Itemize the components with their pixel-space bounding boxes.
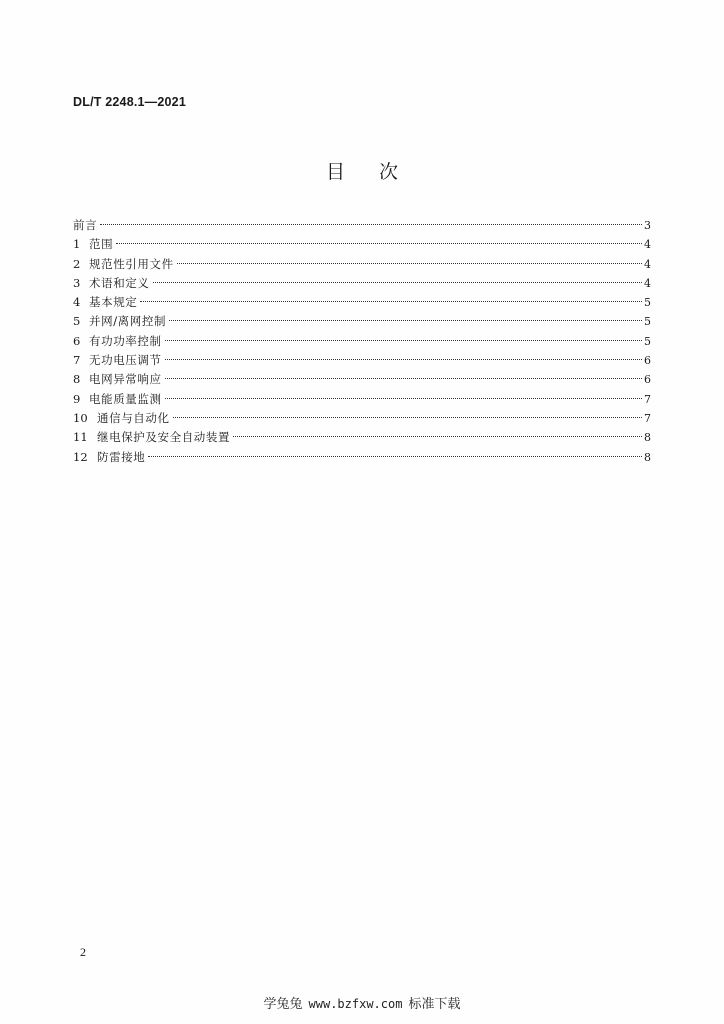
toc-leader-dots: [140, 301, 642, 302]
toc-entry-number: 5: [73, 314, 81, 329]
toc-entry-label[interactable]: 规范性引用文件: [89, 256, 174, 271]
toc-heading: [0, 157, 724, 184]
toc-entry-page: 8: [644, 450, 651, 464]
page-number: 2: [80, 945, 86, 959]
toc-entry-number: 12: [73, 449, 88, 464]
toc-entry-number: 6: [73, 333, 81, 348]
toc-entry-foreword[interactable]: [73, 216, 651, 235]
toc-entry-label[interactable]: 范围: [89, 237, 114, 252]
toc-leader-dots: [165, 359, 642, 360]
toc-entry-label[interactable]: 前言: [73, 218, 98, 232]
watermark: [0, 993, 724, 1012]
toc-leader-dots: [165, 378, 642, 379]
toc-leader-dots: [233, 436, 642, 437]
toc-entry-number: 10: [73, 410, 88, 425]
toc-entry-label[interactable]: 有功功率控制: [89, 333, 162, 348]
toc-entry-page: 4: [644, 276, 651, 290]
document-code: DL/T 2248.1—2021: [73, 95, 186, 109]
toc-entry-page: 4: [644, 257, 651, 271]
toc-entry-label[interactable]: 防雷接地: [97, 449, 146, 464]
toc-entry-number: 8: [73, 372, 81, 387]
toc-entry-number: 4: [73, 295, 81, 310]
toc-entry-label[interactable]: 继电保护及安全自动装置: [97, 430, 231, 445]
toc-entry-number: 9: [73, 391, 81, 406]
toc-entry-5[interactable]: [73, 312, 651, 331]
toc-entry-page: 3: [644, 219, 651, 232]
toc-entry-7[interactable]: [73, 351, 651, 370]
toc-entry-9[interactable]: [73, 390, 651, 409]
watermark-site-name: 学兔兔: [263, 997, 303, 1012]
toc-entry-2[interactable]: [73, 255, 651, 274]
toc-leader-dots: [165, 340, 642, 341]
toc-entry-page: 8: [644, 431, 651, 445]
toc-entry-page: 6: [644, 373, 651, 387]
toc-entry-label[interactable]: 基本规定: [89, 295, 138, 310]
toc-entry-number: 2: [73, 256, 81, 271]
toc-entry-3[interactable]: [73, 274, 651, 293]
toc-entry-12[interactable]: [73, 448, 651, 467]
toc-entry-label[interactable]: 通信与自动化: [97, 410, 170, 425]
toc-heading-char-2: 次: [379, 161, 399, 183]
toc-entry-number: 1: [73, 237, 81, 252]
toc-entry-1[interactable]: [73, 235, 651, 254]
toc-entry-6[interactable]: [73, 332, 651, 351]
toc-leader-dots: [165, 398, 642, 399]
toc-entry-label[interactable]: 术语和定义: [89, 275, 150, 290]
toc-entry-11[interactable]: [73, 428, 651, 447]
toc-entry-page: 5: [644, 334, 651, 348]
toc-leader-dots: [173, 417, 642, 418]
toc-leader-dots: [116, 243, 642, 244]
toc-entry-page: 6: [644, 354, 651, 368]
toc-entry-page: 7: [644, 392, 651, 406]
toc-entry-page: 5: [644, 296, 651, 310]
toc-entry-number: 11: [73, 430, 88, 445]
toc-leader-dots: [148, 456, 642, 457]
toc-entry-page: 7: [644, 411, 651, 425]
watermark-text: 标准下载: [408, 997, 461, 1012]
toc-entry-label[interactable]: 并网/离网控制: [89, 314, 167, 329]
toc-leader-dots: [100, 224, 642, 225]
toc-entry-label[interactable]: 电网异常响应: [89, 372, 162, 387]
toc-entry-10[interactable]: [73, 409, 651, 428]
toc-leader-dots: [153, 282, 643, 283]
toc-entry-page: 4: [644, 238, 651, 252]
toc-heading-char-1: 目: [325, 161, 345, 183]
toc-entry-number: 3: [73, 275, 81, 290]
toc-leader-dots: [169, 320, 642, 321]
toc-entry-4[interactable]: [73, 293, 651, 312]
toc-leader-dots: [177, 263, 642, 264]
watermark-url[interactable]: www.bzfxw.com: [308, 997, 403, 1011]
toc-entry-number: 7: [73, 353, 81, 368]
toc-entry-label[interactable]: 无功电压调节: [89, 353, 162, 368]
table-of-contents: [73, 216, 651, 467]
toc-entry-page: 5: [644, 315, 651, 329]
toc-entry-8[interactable]: [73, 370, 651, 389]
toc-entry-label[interactable]: 电能质量监测: [89, 391, 162, 406]
